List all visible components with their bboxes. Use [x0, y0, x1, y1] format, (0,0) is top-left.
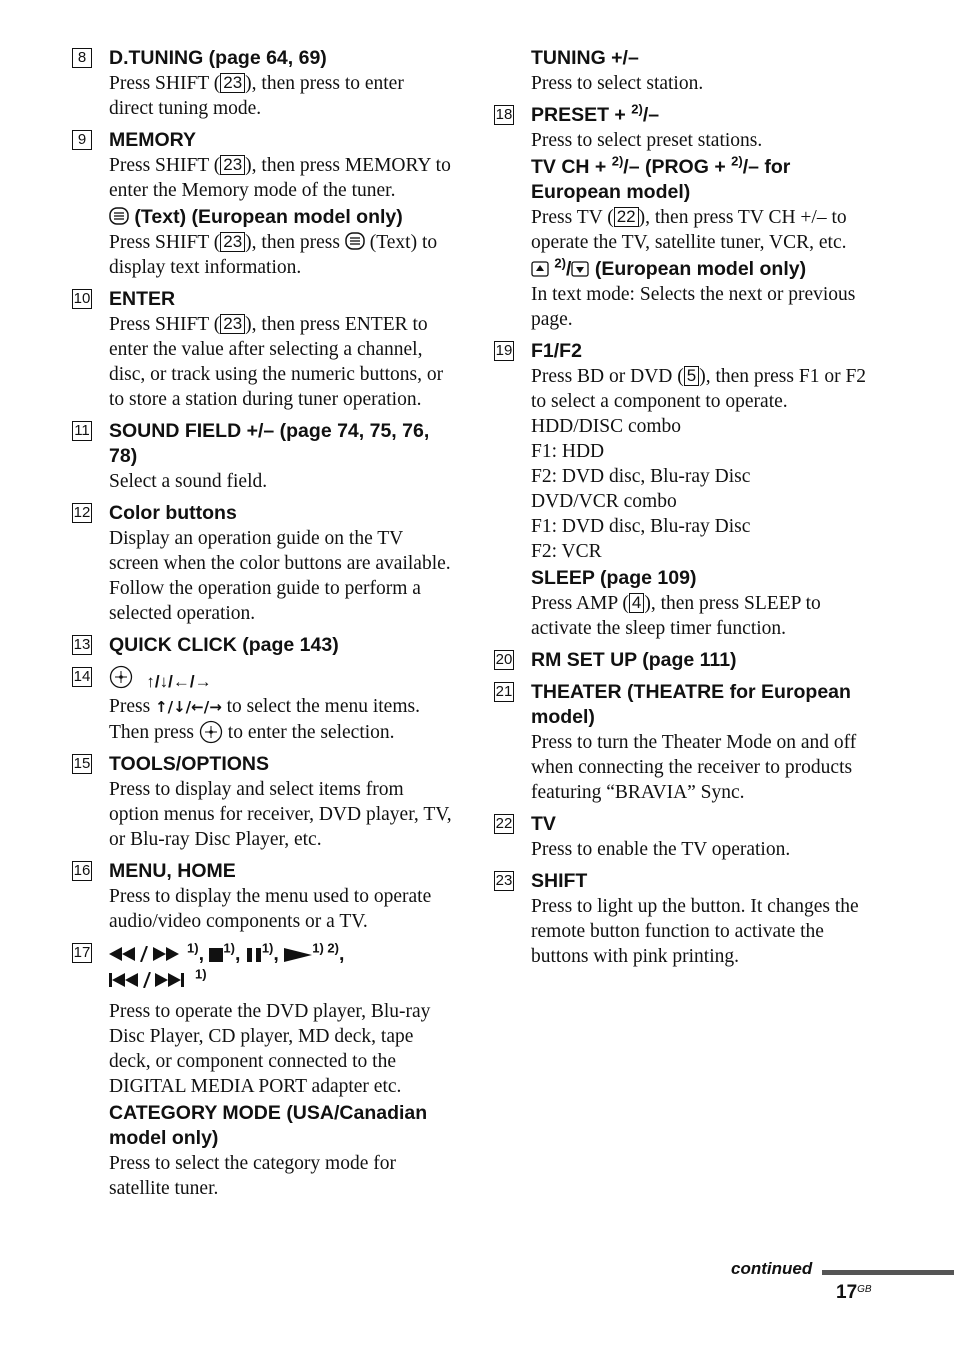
pause-icon: [246, 948, 262, 962]
item-heading: SOUND FIELD +/– (page 74, 75, 76, 78): [109, 420, 430, 467]
item-description: Press SHIFT ( 23 ), then press to enter direct tuning mode.: [109, 73, 404, 119]
item-number: 17: [73, 944, 91, 961]
text-icon: [345, 232, 365, 250]
tv-ch-description: Press TV ( 22 ), then press TV CH +/– to operate the TV, satellite tuner, VCR, etc.: [531, 207, 847, 253]
item-enter: [72, 285, 452, 412]
item-description: Press to select station.: [531, 73, 704, 94]
item-heading: Color buttons: [109, 502, 237, 524]
item-heading: QUICK CLICK (page 143): [109, 634, 339, 656]
continued-label: continued: [731, 1259, 813, 1278]
button-ref: 4: [629, 593, 644, 613]
button-ref: 23: [220, 155, 245, 175]
item-heading: TV: [531, 813, 556, 835]
stop-icon: [209, 948, 223, 962]
item-number: 23: [495, 872, 513, 889]
item-description: Display an operation guide on the TV screen when the color buttons are available. Follow the operation guide to perform a selected operation.: [109, 528, 451, 624]
button-ref: 23: [220, 232, 245, 252]
item-menu-home: [72, 857, 452, 934]
tv-ch-heading: TV CH + $^{2)}$/– (PROG + $^{2)}$/– for European model): [531, 153, 791, 203]
item-color-buttons: [72, 499, 452, 626]
item-number: 18: [495, 106, 513, 123]
item-description: Press to operate the DVD player, Blu-ray Disc Player, CD player, MD deck, tape deck, or component connected to the DIGITAL MEDIA PORT adapter etc.: [109, 1001, 431, 1097]
text-subheading: (Text) (European model only): [109, 203, 452, 230]
page-up-icon: [531, 261, 549, 277]
page-buttons-description: In text mode: Selects the next or previous page.: [531, 284, 856, 330]
item-description: Press to select preset stations.: [531, 130, 763, 151]
item-theater: [494, 678, 874, 805]
previous-next-icon: [109, 972, 195, 988]
arrow-icons: ↑/↓/←/→: [146, 672, 212, 691]
item-heading: [109, 663, 452, 694]
item-number: 10: [73, 290, 91, 307]
text-description: Press SHIFT ( 23 ), then press (Text) to display text information.: [109, 232, 438, 278]
item-number: 22: [495, 815, 513, 832]
button-ref: 5: [684, 366, 699, 386]
page-number: $17^{GB}$: [836, 1282, 872, 1303]
item-d-tuning: [72, 44, 452, 121]
item-shift: [494, 867, 874, 969]
combo-line: F1: DVD disc, Blu-ray Disc: [531, 516, 751, 537]
combo-line: DVD/VCR combo: [531, 491, 677, 512]
item-number: 9: [72, 130, 92, 150]
item-description: Press SHIFT ( 23 ), then press ENTER to enter the value after selecting a channel, disc, or track using the numeric buttons, or to store a station during tuner operation.: [109, 314, 444, 410]
item-transport-buttons: [72, 939, 452, 1201]
item-description: Press BD or DVD ( 5 ), then press F1 or F2 to select a component to operate.: [531, 366, 867, 412]
text-icon: [109, 207, 129, 225]
item-heading: RM SET UP (page 111): [531, 649, 737, 671]
item-description: Press to enable the TV operation.: [531, 839, 791, 860]
sleep-heading: SLEEP (page 109): [531, 567, 697, 589]
item-number: 11: [72, 421, 92, 441]
item-preset: [494, 101, 874, 332]
button-ref: 23: [220, 314, 245, 334]
item-f1-f2: [494, 337, 874, 641]
item-rm-set-up: [494, 646, 874, 673]
page-buttons-heading: $^{2)}$/ (European model only): [531, 255, 874, 282]
item-tv: [494, 810, 874, 862]
item-number: 20: [495, 651, 513, 668]
item-number: 16: [73, 862, 91, 879]
item-description: Press to display the menu used to operate audio/video components or a TV.: [109, 886, 432, 932]
item-description: Select a sound field.: [109, 471, 268, 492]
item-heading: SHIFT: [531, 870, 588, 892]
item-heading: THEATER (THEATRE for European model): [531, 681, 851, 728]
item-description: Press to light up the button. It changes the remote button function to activate the buttons with pink printing.: [531, 896, 859, 967]
item-number: 13: [73, 636, 91, 653]
item-tools-options: [72, 750, 452, 852]
category-mode-heading: CATEGORY MODE (USA/Canadian model only): [109, 1102, 428, 1149]
page-suffix: GB: [857, 1284, 872, 1295]
item-heading: $^{1)}$, $^{1)}$, $^{1)}$, $^{1) 2)}$, $^{1)}$: [109, 939, 452, 993]
item-heading: F1/F2: [531, 340, 582, 362]
item-heading: TUNING +/–: [531, 47, 639, 69]
item-description: Press to turn the Theater Mode on and off when connecting the receiver to products featuring “BRAVIA” Sync.: [531, 732, 857, 803]
item-number: 14: [73, 668, 91, 685]
item-description: Then press to enter the selection.: [109, 722, 395, 743]
enter-button-icon: [199, 720, 223, 744]
item-description: Press ↑/↓/←/→ to select the menu items.: [109, 696, 420, 717]
item-description: Press to display and select items from option menus for receiver, DVD player, TV, or Blu-ray Disc Player, etc.: [109, 779, 452, 850]
item-heading: PRESET + $^{2)}$/–: [531, 101, 660, 126]
item-number: 21: [495, 683, 513, 700]
continued-bar: [822, 1270, 954, 1275]
item-number: 12: [73, 504, 91, 521]
sleep-description: Press AMP ( 4 ), then press SLEEP to activate the sleep timer function.: [531, 593, 821, 639]
item-heading: MEMORY: [109, 129, 197, 151]
right-column: [494, 44, 874, 969]
item-number: 15: [73, 755, 91, 772]
play-icon: [284, 948, 312, 962]
enter-button-icon: [109, 665, 133, 689]
combo-line: F2: VCR: [531, 541, 602, 562]
button-ref: 22: [614, 207, 639, 227]
item-number: 19: [495, 342, 513, 359]
combo-line: F1: HDD: [531, 441, 605, 462]
item-heading: ENTER: [109, 288, 176, 310]
page-down-icon: [571, 261, 589, 277]
item-tuning: [494, 44, 874, 96]
item-memory: [72, 126, 452, 280]
item-enter-arrows: [72, 663, 452, 745]
combo-line: F2: DVD disc, Blu-ray Disc: [531, 466, 751, 487]
item-heading: MENU, HOME: [109, 860, 236, 882]
combo-line: HDD/DISC combo: [531, 416, 682, 437]
rewind-fast-forward-icon: [109, 946, 187, 962]
category-mode-description: Press to select the category mode for satellite tuner.: [109, 1153, 396, 1199]
item-quick-click: [72, 631, 452, 658]
item-heading: D.TUNING (page 64, 69): [109, 47, 327, 69]
arrow-icons: ↑/↓/←/→: [155, 698, 222, 716]
item-number: 8: [72, 48, 92, 68]
left-column: [72, 44, 452, 1201]
item-heading: TOOLS/OPTIONS: [109, 753, 269, 775]
item-description: Press SHIFT ( 23 ), then press MEMORY to enter the Memory mode of the tuner.: [109, 155, 451, 201]
item-sound-field: [72, 417, 452, 494]
button-ref: 23: [220, 73, 245, 93]
